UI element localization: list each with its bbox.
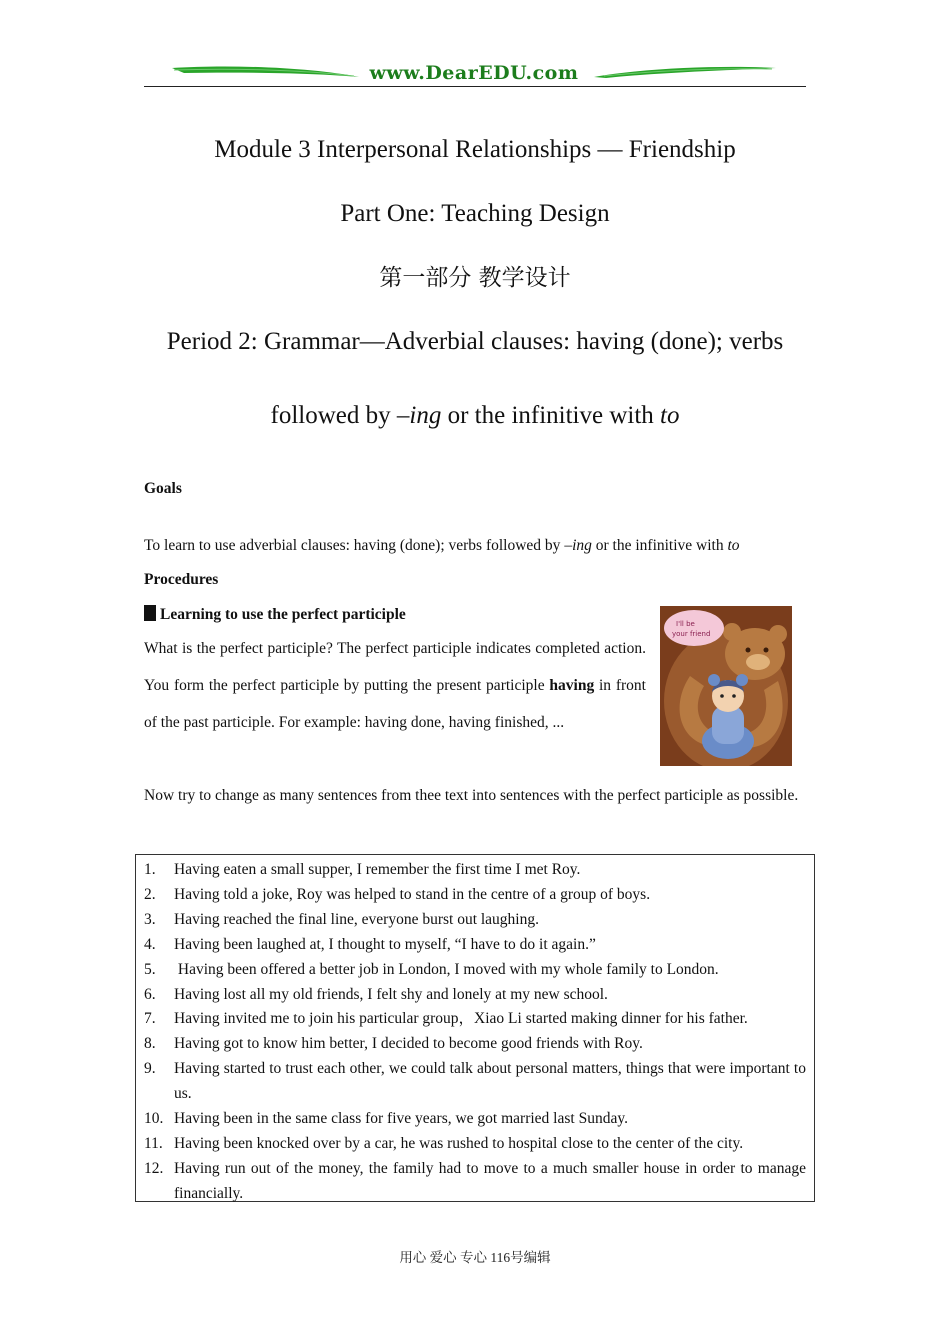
list-item	[144, 933, 806, 958]
period-title-line2	[144, 400, 806, 432]
goals-text-b: or the infinitive with	[591, 537, 728, 554]
list-item-text: Having lost all my old friends, I felt shy and lonely at my new school.	[174, 985, 608, 1003]
list-item-number: 4.	[144, 935, 156, 953]
list-item	[144, 1007, 806, 1032]
list-item	[144, 983, 806, 1008]
list-item-text: Having eaten a small supper, I remember the first time I met Roy.	[174, 861, 581, 878]
list-item-number: 9.	[144, 1060, 156, 1078]
site-logo-text[interactable]: www.DearEDU.com	[369, 62, 579, 84]
goals-text-ing: –ing	[564, 537, 592, 554]
list-item	[144, 858, 806, 883]
paragraph-text-b: in front of the past participle. For example: having done, having finished, ...	[144, 677, 646, 731]
list-item-number: 12.	[144, 1159, 164, 1177]
goals-heading: Goals	[144, 480, 182, 497]
list-item	[144, 1132, 806, 1157]
list-item-text: Having told a joke, Roy was helped to stand in the centre of a group of boys.	[174, 885, 651, 903]
module-title: Module 3 Interpersonal Relationships — Friendship	[214, 136, 736, 163]
period-title-text-b: or the infinitive with	[441, 402, 661, 429]
list-item-number: 5.	[144, 960, 156, 978]
paragraph-bold-having: having	[549, 677, 595, 694]
perfect-participle-paragraph	[144, 630, 646, 741]
part-title-cn: 第一部分 教学设计	[379, 265, 571, 291]
section-heading-text: Learning to use the perfect participle	[160, 606, 406, 623]
list-item-number: 8.	[144, 1035, 156, 1053]
period-title-ing: –ing	[396, 402, 442, 429]
goals-text-a: To learn to use adverbial clauses: having (done); verbs followed by	[144, 537, 565, 554]
bubble-text-line2: your friend	[672, 630, 711, 638]
list-item-number: 7.	[144, 1010, 156, 1028]
goals-text-to: to	[727, 537, 740, 554]
goals-text	[144, 537, 740, 555]
section-heading	[144, 605, 406, 624]
page-footer: 用心 爱心 专心 116号编辑	[399, 1250, 551, 1265]
bear-illustration-icon	[660, 606, 792, 766]
header-rule	[144, 86, 806, 87]
list-item	[144, 1032, 806, 1057]
sentence-list	[144, 858, 810, 1207]
list-item	[144, 958, 806, 983]
instruction-paragraph: Now try to change as many sentences from thee text into sentences with the perfect participle as possible.	[144, 787, 799, 804]
list-item	[144, 908, 806, 933]
list-item	[144, 1107, 806, 1132]
bubble-text-line1: I'll be	[676, 620, 695, 628]
list-item	[144, 1157, 810, 1207]
list-item-text: Having started to trust each other, we could talk about personal matters, things that were important to us.	[174, 1060, 810, 1103]
list-item-text: Having been offered a better job in London, I moved with my whole family to London.	[174, 960, 719, 978]
square-bullet-icon	[144, 605, 156, 621]
list-item-text: Having been laughed at, I thought to myself, “I have to do it again.”	[174, 935, 596, 953]
list-item-text: Having been in the same class for five years, we got married last Sunday.	[174, 1110, 628, 1128]
site-header	[144, 60, 806, 90]
list-item-text: Having invited me to join his particular group，Xiao Li started making dinner for his father.	[174, 1010, 748, 1028]
procedures-heading: Procedures	[144, 571, 219, 588]
list-item	[144, 883, 806, 908]
list-item-number: 11.	[144, 1134, 163, 1152]
period-title-to: to	[660, 402, 680, 429]
list-item-number: 2.	[144, 885, 156, 903]
list-item-text: Having been knocked over by a car, he was rushed to hospital close to the center of the city.	[174, 1134, 744, 1152]
list-item-number: 3.	[144, 910, 156, 928]
list-item-number: 1.	[144, 861, 156, 878]
list-item-number: 10.	[144, 1110, 164, 1128]
list-item-text: Having run out of the money, the family had to move to a much smaller house in order to manage financially.	[174, 1159, 810, 1202]
part-title: Part One: Teaching Design	[340, 200, 610, 227]
list-item-number: 6.	[144, 985, 156, 1003]
list-item-text: Having reached the final line, everyone burst out laughing.	[174, 910, 539, 928]
bear-and-child-illustration	[660, 606, 792, 766]
list-item-text: Having got to know him better, I decided to become good friends with Roy.	[174, 1035, 643, 1053]
paragraph-text-a: What is the perfect participle? The perfect participle indicates completed action. You form the perfect participle by putting the present participle	[144, 640, 646, 694]
sentence-list-box	[135, 854, 815, 1202]
period-title-line1: Period 2: Grammar—Adverbial clauses: having (done); verbs	[166, 328, 784, 355]
period-title-text-a: followed by	[270, 402, 397, 429]
list-item	[144, 1057, 810, 1107]
